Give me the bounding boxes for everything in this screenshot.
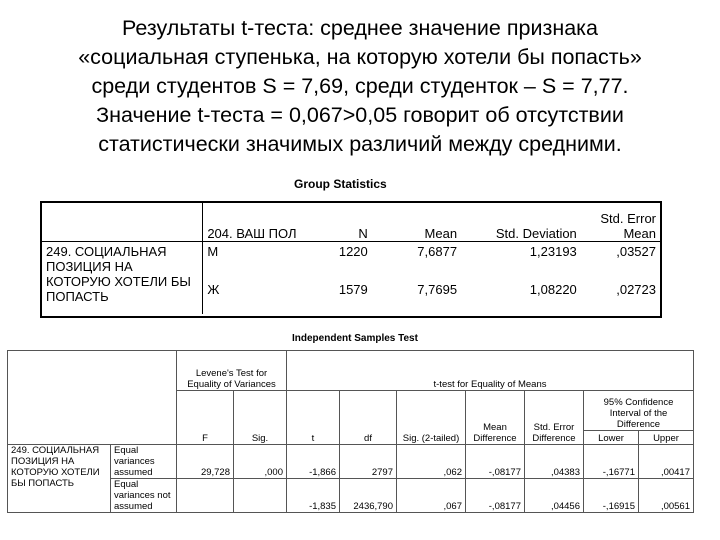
col-header: t	[287, 391, 340, 445]
mean-cell: 7,7695	[417, 282, 458, 297]
variable-label: 249. СОЦИАЛЬНАЯ ПОЗИЦИЯ НА КОТОРУЮ ХОТЕЛИ БЫ ПОПАСТЬ	[42, 242, 203, 315]
mean-cell: 7,6877	[417, 244, 458, 259]
col-header: Sig.	[234, 391, 287, 445]
se-diff-cell: ,04383	[525, 445, 584, 479]
col-header: Upper	[639, 431, 694, 445]
heading-line: Результаты t-теста: среднее значение признака	[122, 16, 598, 40]
t-cell: -1,866	[287, 445, 340, 479]
table-row	[8, 445, 694, 479]
group-cell: Ж	[207, 282, 220, 297]
df-cell: 2436,790	[340, 479, 397, 513]
variable-label: 249. СОЦИАЛЬНАЯ ПОЗИЦИЯ НА КОТОРУЮ ХОТЕЛИ БЫ ПОПАСТЬ	[8, 445, 111, 513]
col-header: F	[177, 391, 234, 445]
f-cell	[177, 479, 234, 513]
col-header: Sig. (2-tailed)	[397, 391, 466, 445]
lower-cell: -,16915	[584, 479, 639, 513]
heading-line: статистически значимых различий между средними.	[98, 132, 622, 156]
col-header: Std. Deviation	[461, 203, 581, 242]
upper-cell: ,00417	[639, 445, 694, 479]
sig2-cell: ,062	[397, 445, 466, 479]
row-label: Equal variances not assumed	[111, 479, 177, 513]
n-cell: 1220	[338, 244, 368, 259]
sd-cell: 1,23193	[529, 244, 577, 259]
lower-cell: -,16771	[584, 445, 639, 479]
upper-cell: ,00561	[639, 479, 694, 513]
table-row	[42, 242, 660, 273]
slide-heading	[20, 14, 700, 159]
heading-line: Значение t-теста = 0,067>0,05 говорит об отсутствии	[96, 103, 624, 127]
table-header-row	[8, 351, 694, 391]
table-row	[8, 479, 694, 513]
n-cell: 1579	[338, 282, 368, 297]
f-cell: 29,728	[177, 445, 234, 479]
mean-diff-cell: -,08177	[466, 479, 525, 513]
group-stats-table	[42, 203, 660, 314]
mean-diff-cell: -,08177	[466, 445, 525, 479]
table-header-row	[42, 203, 660, 242]
independent-test-title: Independent Samples Test	[292, 333, 418, 344]
col-header: N	[313, 203, 372, 242]
t-cell: -1,835	[287, 479, 340, 513]
levene-header: Levene's Test for Equality of Variances	[177, 351, 287, 391]
col-header: 204. ВАШ ПОЛ	[203, 203, 313, 242]
col-header: Lower	[584, 431, 639, 445]
ci-header: 95% Confidence Interval of the Difference	[584, 391, 694, 431]
col-header: Mean Difference	[466, 391, 525, 445]
col-header: Mean	[372, 203, 461, 242]
se-diff-cell: ,04456	[525, 479, 584, 513]
heading-line: «социальная ступенька, на которую хотели бы попасть»	[78, 45, 642, 69]
se-cell: ,03527	[616, 244, 656, 259]
sd-cell: 1,08220	[529, 282, 577, 297]
group-stats-title: Group Statistics	[294, 177, 387, 191]
heading-line: среди студентов S = 7,69, среди студенток – S = 7,77.	[91, 74, 629, 98]
sig2-cell: ,067	[397, 479, 466, 513]
se-cell: ,02723	[616, 282, 656, 297]
row-label: Equal variances assumed	[111, 445, 177, 479]
col-header: df	[340, 391, 397, 445]
sig-cell	[234, 479, 287, 513]
ttest-header: t-test for Equality of Means	[287, 351, 694, 391]
independent-test-table	[7, 350, 694, 513]
sig-cell: ,000	[234, 445, 287, 479]
df-cell: 2797	[340, 445, 397, 479]
col-header: Std. Error Difference	[525, 391, 584, 445]
col-header: Std. Error Mean	[581, 203, 660, 242]
group-cell: М	[207, 244, 219, 259]
